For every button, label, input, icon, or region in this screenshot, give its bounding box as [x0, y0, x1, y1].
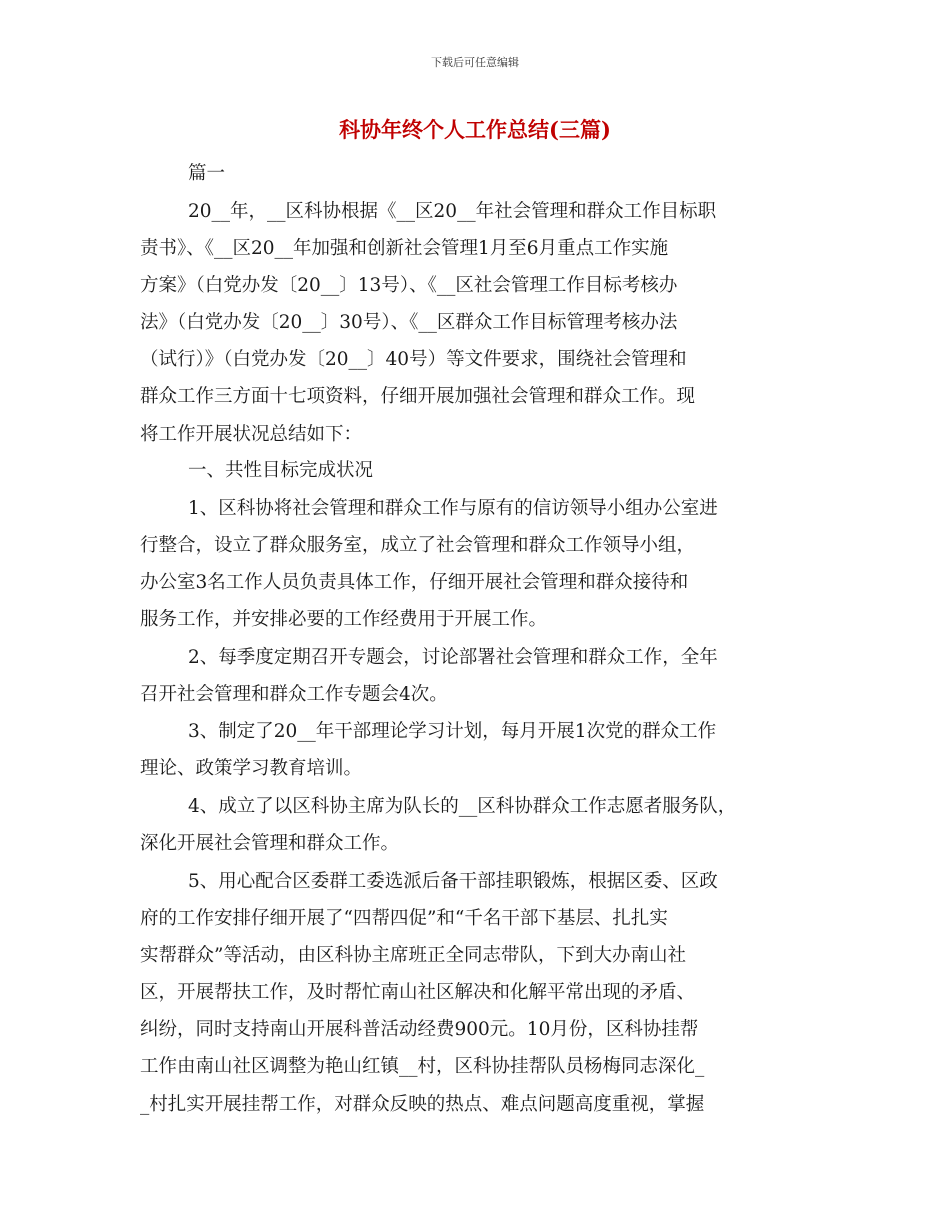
- body-line: _村扎实开展挂帮工作，对群众反映的热点、难点问题高度重视，掌握: [140, 1094, 705, 1115]
- body-line: 方案》（白党办发〔20__〕13号）、《__区社会管理工作目标考核办: [140, 275, 678, 296]
- body-line: 责书》、《__区20__年加强和创新社会管理1月至6月重点工作实施: [140, 238, 669, 259]
- body-line: 将工作开展状况总结如下：: [140, 424, 363, 445]
- section-heading: 一、共性目标完成状况: [188, 460, 374, 481]
- body-line: 召开社会管理和群众工作专题会4次。: [140, 684, 448, 705]
- header-note: 下载后可任意编辑: [431, 56, 519, 69]
- body-line: 法》（白党办发〔20__〕30号）、《__区群众工作目标管理考核办法: [140, 312, 678, 333]
- body-line: 5、用心配合区委群工委选派后备干部挂职锻炼，根据区委、区政: [188, 871, 718, 892]
- body-line: 1、区科协将社会管理和群众工作与原有的信访领导小组办公室进: [188, 498, 718, 519]
- body-line: 20__年，__区科协根据《__区20__年社会管理和群众工作目标职: [188, 201, 717, 222]
- body-line: 群众工作三方面十七项资料，仔细开展加强社会管理和群众工作。现: [140, 386, 696, 407]
- body-line: 深化开展社会管理和群众工作。: [140, 833, 400, 854]
- body-line: （试行）》（白党办发〔20__〕40号）等文件要求，围绕社会管理和: [140, 349, 687, 370]
- body-line: 区，开展帮扶工作，及时帮忙南山社区解决和化解平常出现的矛盾、: [140, 982, 696, 1003]
- body-line: 实帮群众”等活动，由区科协主席班正全同志带队，下到大办南山社: [140, 945, 686, 966]
- document-title: 科协年终个人工作总结(三篇): [339, 117, 611, 142]
- body-line: 3、制定了20__年干部理论学习计划，每月开展1次党的群众工作: [188, 721, 717, 742]
- body-line: 行整合，设立了群众服务室，成立了社会管理和群众工作领导小组，: [140, 535, 696, 556]
- body-line: 办公室3名工作人员负责具体工作，仔细开展社会管理和群众接待和: [140, 572, 689, 593]
- body-line: 工作由南山社区调整为艳山红镇__村，区科协挂帮队员杨梅同志深化_: [140, 1056, 705, 1077]
- body-line: 理论、政策学习教育培训。: [140, 758, 363, 779]
- body-line: 府的工作安排仔细开展了“四帮四促”和“千名干部下基层、扎扎实: [140, 908, 668, 929]
- body-line: 4、成立了以区科协主席为队长的__区科协群众工作志愿者服务队，: [188, 796, 737, 817]
- body-line: 2、每季度定期召开专题会，讨论部署社会管理和群众工作，全年: [188, 647, 718, 668]
- body-line: 篇一: [188, 163, 226, 184]
- body-line: 纠纷，同时支持南山开展科普活动经费900元。10月份，区科协挂帮: [140, 1019, 699, 1040]
- body-line: 服务工作，并安排必要的工作经费用于开展工作。: [140, 609, 548, 630]
